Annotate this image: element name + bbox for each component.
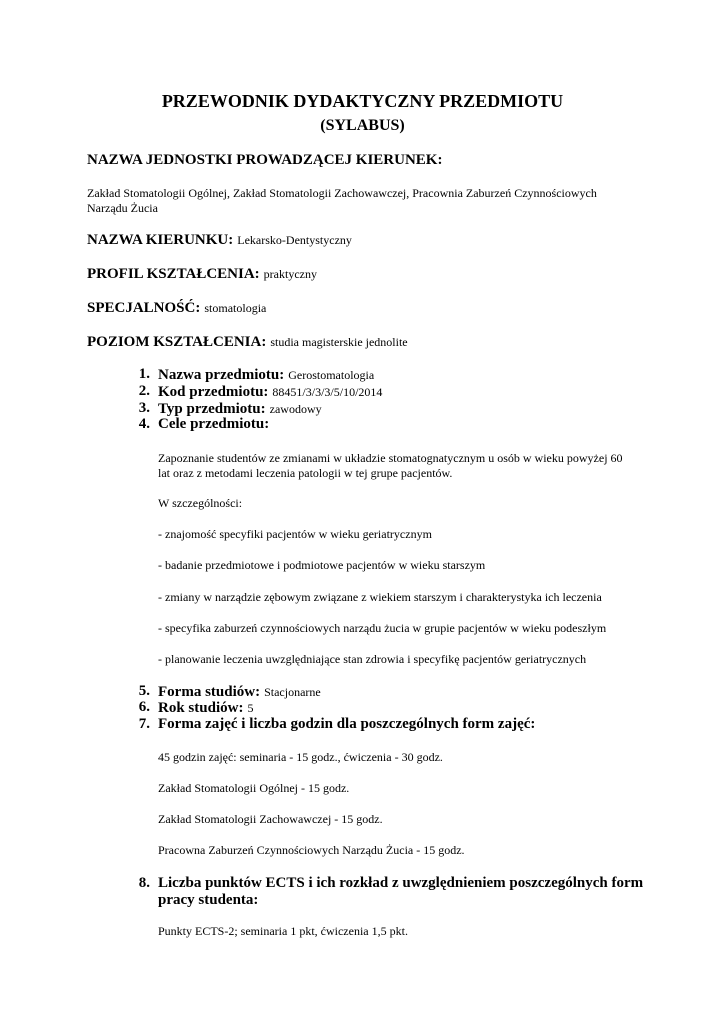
cele-bullet: - specyfika zaburzeń czynnościowych narządu żucia w grupie pacjentów w wieku podeszłym — [158, 621, 607, 635]
field-kierunek-label: NAZWA KIERUNKU: — [87, 232, 234, 248]
item-6-label: Rok studiów: — [158, 700, 244, 716]
forma-zajec-line: 45 godzin zajęć: seminaria - 15 godz., ćwiczenia - 30 godz. — [158, 750, 443, 764]
field-profil-value: praktyczny — [263, 267, 317, 281]
field-poziom — [87, 333, 408, 351]
item-2-value: 88451/3/3/3/5/10/2014 — [272, 385, 383, 399]
page-subtitle: (SYLABUS) — [320, 117, 405, 134]
item-7-number: 7. — [138, 716, 150, 732]
item-2-number: 2. — [138, 383, 150, 399]
item-3-value: zawodowy — [269, 402, 322, 416]
page-title: PRZEWODNIK DYDAKTYCZNY PRZEDMIOTU — [161, 91, 564, 111]
item-3-label: Typ przedmiotu: — [158, 401, 266, 417]
unit-line-2: Narządu Żucia — [87, 201, 158, 215]
item-8-number: 8. — [138, 875, 150, 891]
item-6 — [158, 699, 253, 717]
cele-bullet: - planowanie leczenia uwzględniające stan zdrowia i specyfikę pacjentów geriatrycznych — [158, 652, 587, 666]
cele-bullet: - zmiany w narządzie zębowym związane z wiekiem starszym i charakterystyka ich leczenia — [158, 590, 602, 604]
field-poziom-value: studia magisterskie jednolite — [270, 335, 408, 349]
forma-zajec-line: Pracowna Zaburzeń Czynnościowych Narządu Żucia - 15 godz. — [158, 843, 465, 857]
ects-line: Punkty ECTS-2; seminaria 1 pkt, ćwiczenia 1,5 pkt. — [158, 924, 408, 938]
item-8-label-line-2: pracy studenta: — [158, 892, 259, 908]
item-6-number: 6. — [138, 699, 150, 715]
field-specjalnosc-value: stomatologia — [204, 301, 267, 315]
item-5-number: 5. — [138, 683, 150, 699]
item-2-label: Kod przedmiotu: — [158, 384, 269, 400]
item-3-number: 3. — [138, 400, 150, 416]
field-kierunek — [87, 231, 352, 249]
field-kierunek-value: Lekarsko-Dentystyczny — [237, 233, 352, 247]
item-4-label: Cele przedmiotu: — [158, 416, 270, 432]
cele-w-szczegolnosci: W szczególności: — [158, 496, 243, 510]
item-6-value: 5 — [247, 701, 254, 715]
unit-line-1: Zakład Stomatologii Ogólnej, Zakład Stomatologii Zachowawczej, Pracownia Zaburzeń Czynnościowych — [87, 186, 597, 200]
field-specjalnosc-label: SPECJALNOŚĆ: — [87, 300, 201, 316]
item-7-label: Forma zajęć i liczba godzin dla poszczególnych form zajęć: — [158, 716, 536, 732]
item-2 — [158, 383, 382, 401]
cele-bullet: - badanie przedmiotowe i podmiotowe pacjentów w wieku starszym — [158, 558, 486, 572]
cele-bullet: - znajomość specyfiki pacjentów w wieku geriatrycznym — [158, 527, 432, 541]
item-1 — [158, 366, 374, 384]
unit-heading: NAZWA JEDNOSTKI PROWADZĄCEJ KIERUNEK: — [87, 152, 443, 168]
field-specjalnosc — [87, 299, 266, 317]
item-4-number: 4. — [138, 416, 150, 432]
item-1-value: Gerostomatologia — [288, 368, 375, 382]
field-profil — [87, 265, 317, 283]
forma-zajec-line: Zakład Stomatologii Zachowawczej - 15 godz. — [158, 812, 383, 826]
cele-intro-line-2: lat oraz z metodami leczenia patologii w tej grupe pacjentów. — [158, 466, 453, 480]
item-5-value: Stacjonarne — [264, 685, 321, 699]
item-5-label: Forma studiów: — [158, 684, 261, 700]
field-profil-label: PROFIL KSZTAŁCENIA: — [87, 266, 260, 282]
forma-zajec-line: Zakład Stomatologii Ogólnej - 15 godz. — [158, 781, 350, 795]
cele-intro-line-1: Zapoznanie studentów ze zmianami w układzie stomatognatycznym u osób w wieku powyżej 60 — [158, 451, 623, 465]
item-8-label-line-1: Liczba punktów ECTS i ich rozkład z uwzględnieniem poszczególnych form — [158, 875, 644, 891]
item-1-number: 1. — [138, 366, 150, 382]
field-poziom-label: POZIOM KSZTAŁCENIA: — [87, 334, 267, 350]
item-1-label: Nazwa przedmiotu: — [158, 367, 285, 383]
